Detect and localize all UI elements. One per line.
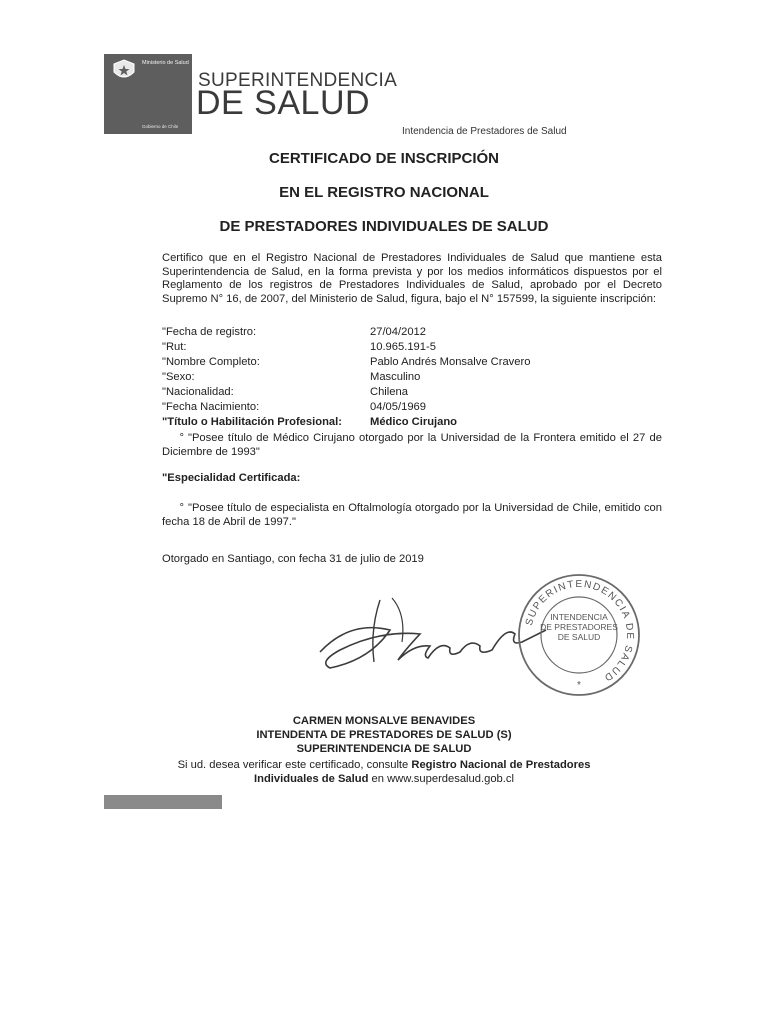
signer-name: CARMEN MONSALVE BENAVIDES [292,715,476,727]
field-label-titulo: "Título o Habilitación Profesional: [162,416,342,428]
verify-bold-1: Registro Nacional de Prestadores [411,759,591,771]
logo-gobierno-text: Gobierno de Chile [142,124,179,129]
field-value-nombre: Pablo Andrés Monsalve Cravero [370,356,531,368]
especialidad-bullet [162,502,662,529]
otorgado-text: Otorgado en Santiago, con fecha 31 de julio de 2019 [162,553,424,565]
especialidad-bullet-text: "Posee título de especialista en Oftalmología otorgado por la Universidad de Chile, emitido con fecha 18 de Abril de 1997." [162,502,662,528]
seal-center [516,612,642,642]
especialidad-label: "Especialidad Certificada: [162,472,301,484]
seal-center-line-2: DE PRESTADORES [540,622,618,632]
title-line-2: EN EL REGISTRO NACIONAL [279,184,489,201]
verify-link-text: en www.superdesalud.gob.cl [368,773,514,785]
verify-line-2 [0,772,768,786]
signature-icon [310,590,550,680]
footer-gray-bar [104,795,222,809]
title-line-3: DE PRESTADORES INDIVIDUALES DE SALUD [219,218,549,235]
titulo-bullet [162,432,662,459]
field-value-titulo: Médico Cirujano [370,416,458,428]
field-value-fecha-registro: 27/04/2012 [370,326,426,338]
field-value-fecha-nacimiento: 04/05/1969 [370,401,426,413]
field-label-nombre: "Nombre Completo: [162,356,260,368]
seal-ring-text: SUPERINTENDENCIA DE SALUD [523,578,636,684]
official-seal [516,572,642,698]
bullet-icon: ° [179,502,184,514]
verify-line-1 [0,758,768,772]
logo-ministry-text: Ministerio de Salud [142,60,189,66]
field-value-rut: 10.965.191-5 [370,341,436,353]
field-label-sexo: "Sexo: [162,371,195,383]
logo-block [104,54,192,134]
intendencia-subtitle: Intendencia de Prestadores de Salud [402,126,567,137]
field-value-sexo: Masculino [370,371,421,383]
brand-de-salud: DE SALUD [196,84,371,122]
verify-bold-2: Individuales de Salud [254,773,369,785]
field-value-nacionalidad: Chilena [370,386,408,398]
signer-org: SUPERINTENDENCIA DE SALUD [296,743,472,755]
title-line-1: CERTIFICADO DE INSCRIPCIÓN [268,150,499,167]
seal-center-line-1: INTENDENCIA [550,612,608,622]
field-label-rut: "Rut: [162,341,187,353]
field-label-nacionalidad: "Nacionalidad: [162,386,234,398]
chile-coat-of-arms-icon [110,58,138,84]
bullet-icon: ° [179,432,184,444]
brand-superintendencia: SUPERINTENDENCIA [198,70,398,91]
field-label-fecha-registro: "Fecha de registro: [162,326,257,338]
seal-center-line-3: DE SALUD [557,632,601,642]
intro-paragraph: Certifico que en el Registro Nacional de Prestadores Individuales de Salud que mantiene esta Superintendencia de Salud, en la forma prevista y por los medios informáticos dispuestos por el Reglamento de los registros de Prestadores Individuales de Salud, aprobado por el Decreto Supremo N° 16, de 2007, del Ministerio de Salud, figura, bajo el N° 157599, la siguiente inscripción: [162,252,662,305]
titulo-bullet-text: "Posee título de Médico Cirujano otorgado por la Universidad de la Frontera emitido el 27 de Diciembre de 1993" [162,432,662,458]
field-label-fecha-nacimiento: "Fecha Nacimiento: [162,401,260,413]
verify-text-1: Si ud. desea verificar este certificado, consulte [177,759,412,771]
seal-star-icon: * [577,680,581,691]
signer-role: INTENDENTA DE PRESTADORES DE SALUD (S) [256,729,512,741]
